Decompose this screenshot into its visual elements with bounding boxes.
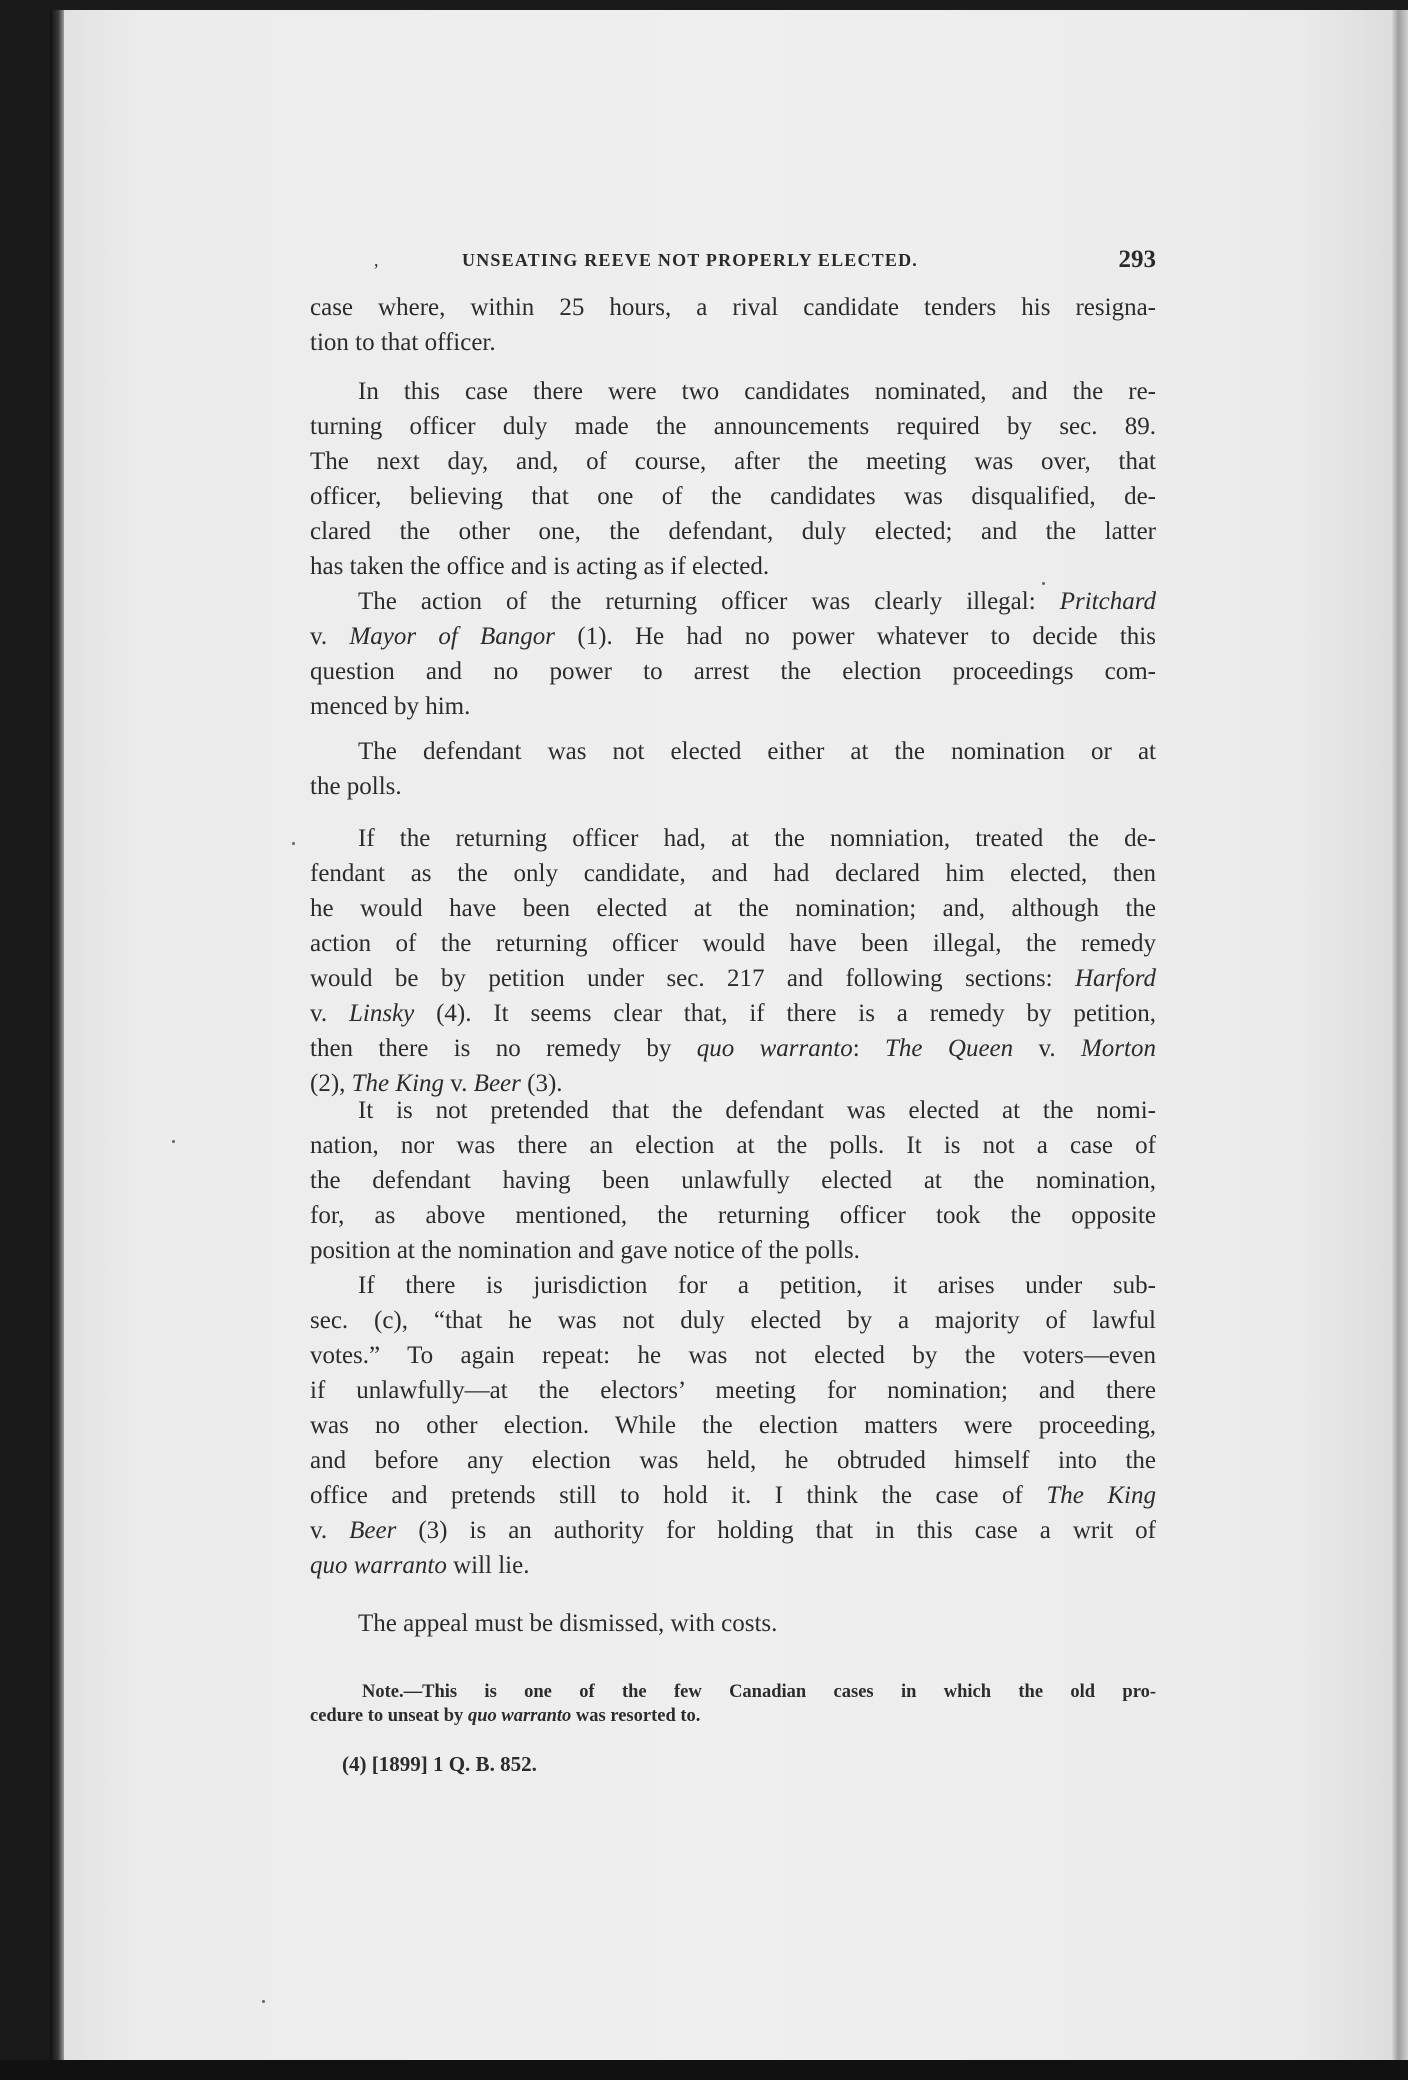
text-line bbox=[310, 374, 1156, 409]
text-line bbox=[310, 325, 1156, 360]
text-run: office and pretends still to hold it. I think the case of bbox=[310, 1482, 1047, 1509]
text-line bbox=[310, 1268, 1156, 1303]
italic-text: The Queen bbox=[885, 1035, 1014, 1062]
text-line bbox=[310, 514, 1156, 549]
text-line bbox=[310, 1606, 1156, 1641]
text-run: tion to that officer. bbox=[310, 329, 496, 356]
paper-speck bbox=[262, 2000, 265, 2003]
text-run: (4). It seems clear that, if there is a remedy by petition, bbox=[414, 1000, 1156, 1027]
footnote: (4) [1899] 1 Q. B. 852. bbox=[342, 1752, 537, 1776]
paragraph bbox=[310, 1268, 1156, 1583]
text-run: If the returning officer had, at the nomniation, treated the de- bbox=[358, 825, 1156, 852]
text-line bbox=[310, 926, 1156, 961]
text-run: the polls. bbox=[310, 773, 402, 800]
text-run: nation, nor was there an election at the polls. It is not a case of bbox=[310, 1132, 1156, 1159]
paragraph bbox=[310, 374, 1156, 584]
text-run: votes.” To again repeat: he was not elected by the voters—even bbox=[310, 1342, 1156, 1369]
text-run: The next day, and, of course, after the meeting was over, that bbox=[310, 448, 1156, 475]
text-line bbox=[310, 1198, 1156, 1233]
text-line bbox=[310, 290, 1156, 325]
paragraph bbox=[310, 734, 1156, 804]
text-run: The action of the returning officer was clearly illegal: bbox=[358, 588, 1060, 615]
italic-text: quo warranto bbox=[696, 1035, 853, 1062]
note-line bbox=[310, 1680, 1156, 1704]
text-run: v. bbox=[310, 1517, 350, 1544]
text-run: for, as above mentioned, the returning officer took the opposite bbox=[310, 1202, 1156, 1229]
header-mark: , bbox=[374, 250, 379, 270]
text-line bbox=[310, 1128, 1156, 1163]
text-run: In this case there were two candidates nominated, and the re- bbox=[358, 378, 1156, 405]
text-run: officer, believing that one of the candidates was disqualified, de- bbox=[310, 483, 1156, 510]
paragraph bbox=[310, 290, 1156, 360]
text-run: the defendant having been unlawfully elected at the nomination, bbox=[310, 1167, 1156, 1194]
italic-text: Beer bbox=[473, 1070, 521, 1097]
text-line bbox=[310, 549, 1156, 584]
text-line bbox=[310, 891, 1156, 926]
text-run: then there is no remedy by bbox=[310, 1035, 697, 1062]
text-line bbox=[310, 584, 1156, 619]
text-run: clared the other one, the defendant, duly elected; and the latter bbox=[310, 518, 1156, 545]
paper-speck bbox=[292, 842, 295, 845]
text-run: Note.—This is one of the few Canadian cases in which the old pro- bbox=[362, 1682, 1156, 1702]
text-line bbox=[310, 689, 1156, 724]
text-run: fendant as the only candidate, and had declared him elected, then bbox=[310, 860, 1156, 887]
text-run: cedure to unseat by bbox=[310, 1706, 468, 1726]
text-run: v. bbox=[310, 623, 350, 650]
paragraph bbox=[310, 584, 1156, 724]
text-line bbox=[310, 1031, 1156, 1066]
text-run: v. bbox=[310, 1000, 349, 1027]
text-line bbox=[310, 996, 1156, 1031]
text-run: turning officer duly made the announcements required by sec. 89. bbox=[310, 413, 1156, 440]
text-line bbox=[310, 1478, 1156, 1513]
text-run: he would have been elected at the nomination; and, although the bbox=[310, 895, 1156, 922]
text-run: has taken the office and is acting as if elected. bbox=[310, 553, 770, 580]
text-line bbox=[310, 1163, 1156, 1198]
text-line bbox=[310, 1093, 1156, 1128]
paper-speck bbox=[172, 1140, 175, 1143]
text-run: action of the returning officer would have been illegal, the remedy bbox=[310, 930, 1156, 957]
text-run: sec. (c), “that he was not duly elected by a majority of lawful bbox=[310, 1307, 1156, 1334]
italic-text: Linsky bbox=[348, 1000, 415, 1027]
text-line bbox=[310, 1408, 1156, 1443]
text-line bbox=[310, 1443, 1156, 1478]
italic-text: Morton bbox=[1080, 1035, 1156, 1062]
text-line bbox=[310, 409, 1156, 444]
scan-border bbox=[0, 2060, 1408, 2080]
running-title: UNSEATING REEVE NOT PROPERLY ELECTED. bbox=[462, 250, 918, 270]
text-line bbox=[310, 1233, 1156, 1268]
text-run: case where, within 25 hours, a rival candidate tenders his resigna- bbox=[310, 294, 1156, 321]
text-run: position at the nomination and gave notice of the polls. bbox=[310, 1237, 860, 1264]
note-line bbox=[310, 1704, 1156, 1728]
text-line bbox=[310, 479, 1156, 514]
italic-text: Pritchard bbox=[1059, 588, 1156, 615]
italic-text: quo warranto bbox=[467, 1706, 572, 1726]
text-run: : bbox=[852, 1035, 886, 1062]
italic-text: Harford bbox=[1074, 965, 1156, 992]
text-line bbox=[310, 1548, 1156, 1583]
text-run: if unlawfully—at the electors’ meeting for nomination; and there bbox=[310, 1377, 1156, 1404]
running-header bbox=[310, 246, 1156, 280]
paper-speck bbox=[1042, 582, 1045, 585]
text-run: would be by petition under sec. 217 and following sections: bbox=[310, 965, 1075, 992]
text-run: The appeal must be dismissed, with costs. bbox=[358, 1610, 778, 1637]
italic-text: Beer bbox=[349, 1517, 397, 1544]
text-run: v. bbox=[1013, 1035, 1081, 1062]
text-line bbox=[310, 769, 1156, 804]
text-line bbox=[310, 1338, 1156, 1373]
text-run: If there is jurisdiction for a petition, it arises under sub- bbox=[358, 1272, 1156, 1299]
text-run: was no other election. While the election matters were proceeding, bbox=[310, 1412, 1156, 1439]
text-line bbox=[310, 1303, 1156, 1338]
text-run: menced by him. bbox=[310, 693, 471, 720]
text-line bbox=[310, 856, 1156, 891]
text-run: The defendant was not elected either at the nomination or at bbox=[358, 738, 1156, 765]
text-line bbox=[310, 444, 1156, 479]
page-number: 293 bbox=[1118, 246, 1156, 273]
editor-note bbox=[310, 1680, 1156, 1728]
text-run: (2), bbox=[310, 1070, 352, 1097]
text-run: and before any election was held, he obtruded himself into the bbox=[310, 1447, 1156, 1474]
text-line bbox=[310, 654, 1156, 689]
text-run: question and no power to arrest the election proceedings com- bbox=[310, 658, 1156, 685]
page-edge bbox=[1392, 10, 1408, 2060]
text-line bbox=[310, 619, 1156, 654]
book-spine-shadow bbox=[50, 10, 64, 2060]
italic-text: The King bbox=[1046, 1482, 1156, 1509]
text-line bbox=[310, 1513, 1156, 1548]
paragraph bbox=[310, 821, 1156, 1101]
text-run: v. bbox=[444, 1070, 474, 1097]
paragraph bbox=[310, 1093, 1156, 1268]
italic-text: Mayor of Bangor bbox=[349, 623, 556, 650]
italic-text: The King bbox=[351, 1070, 445, 1097]
text-line bbox=[310, 961, 1156, 996]
text-run: was resorted to. bbox=[571, 1706, 701, 1726]
text-run: (3). bbox=[520, 1070, 563, 1097]
italic-text: quo warranto bbox=[310, 1552, 447, 1579]
text-line bbox=[310, 734, 1156, 769]
text-run: (3) is an authority for holding that in this case a writ of bbox=[396, 1517, 1156, 1544]
text-run: will lie. bbox=[446, 1552, 530, 1579]
text-line bbox=[310, 821, 1156, 856]
text-line bbox=[310, 1373, 1156, 1408]
paragraph bbox=[310, 1606, 1156, 1641]
text-run: (1). He had no power whatever to decide this bbox=[555, 623, 1156, 650]
text-run: It is not pretended that the defendant was elected at the nomi- bbox=[358, 1097, 1156, 1124]
